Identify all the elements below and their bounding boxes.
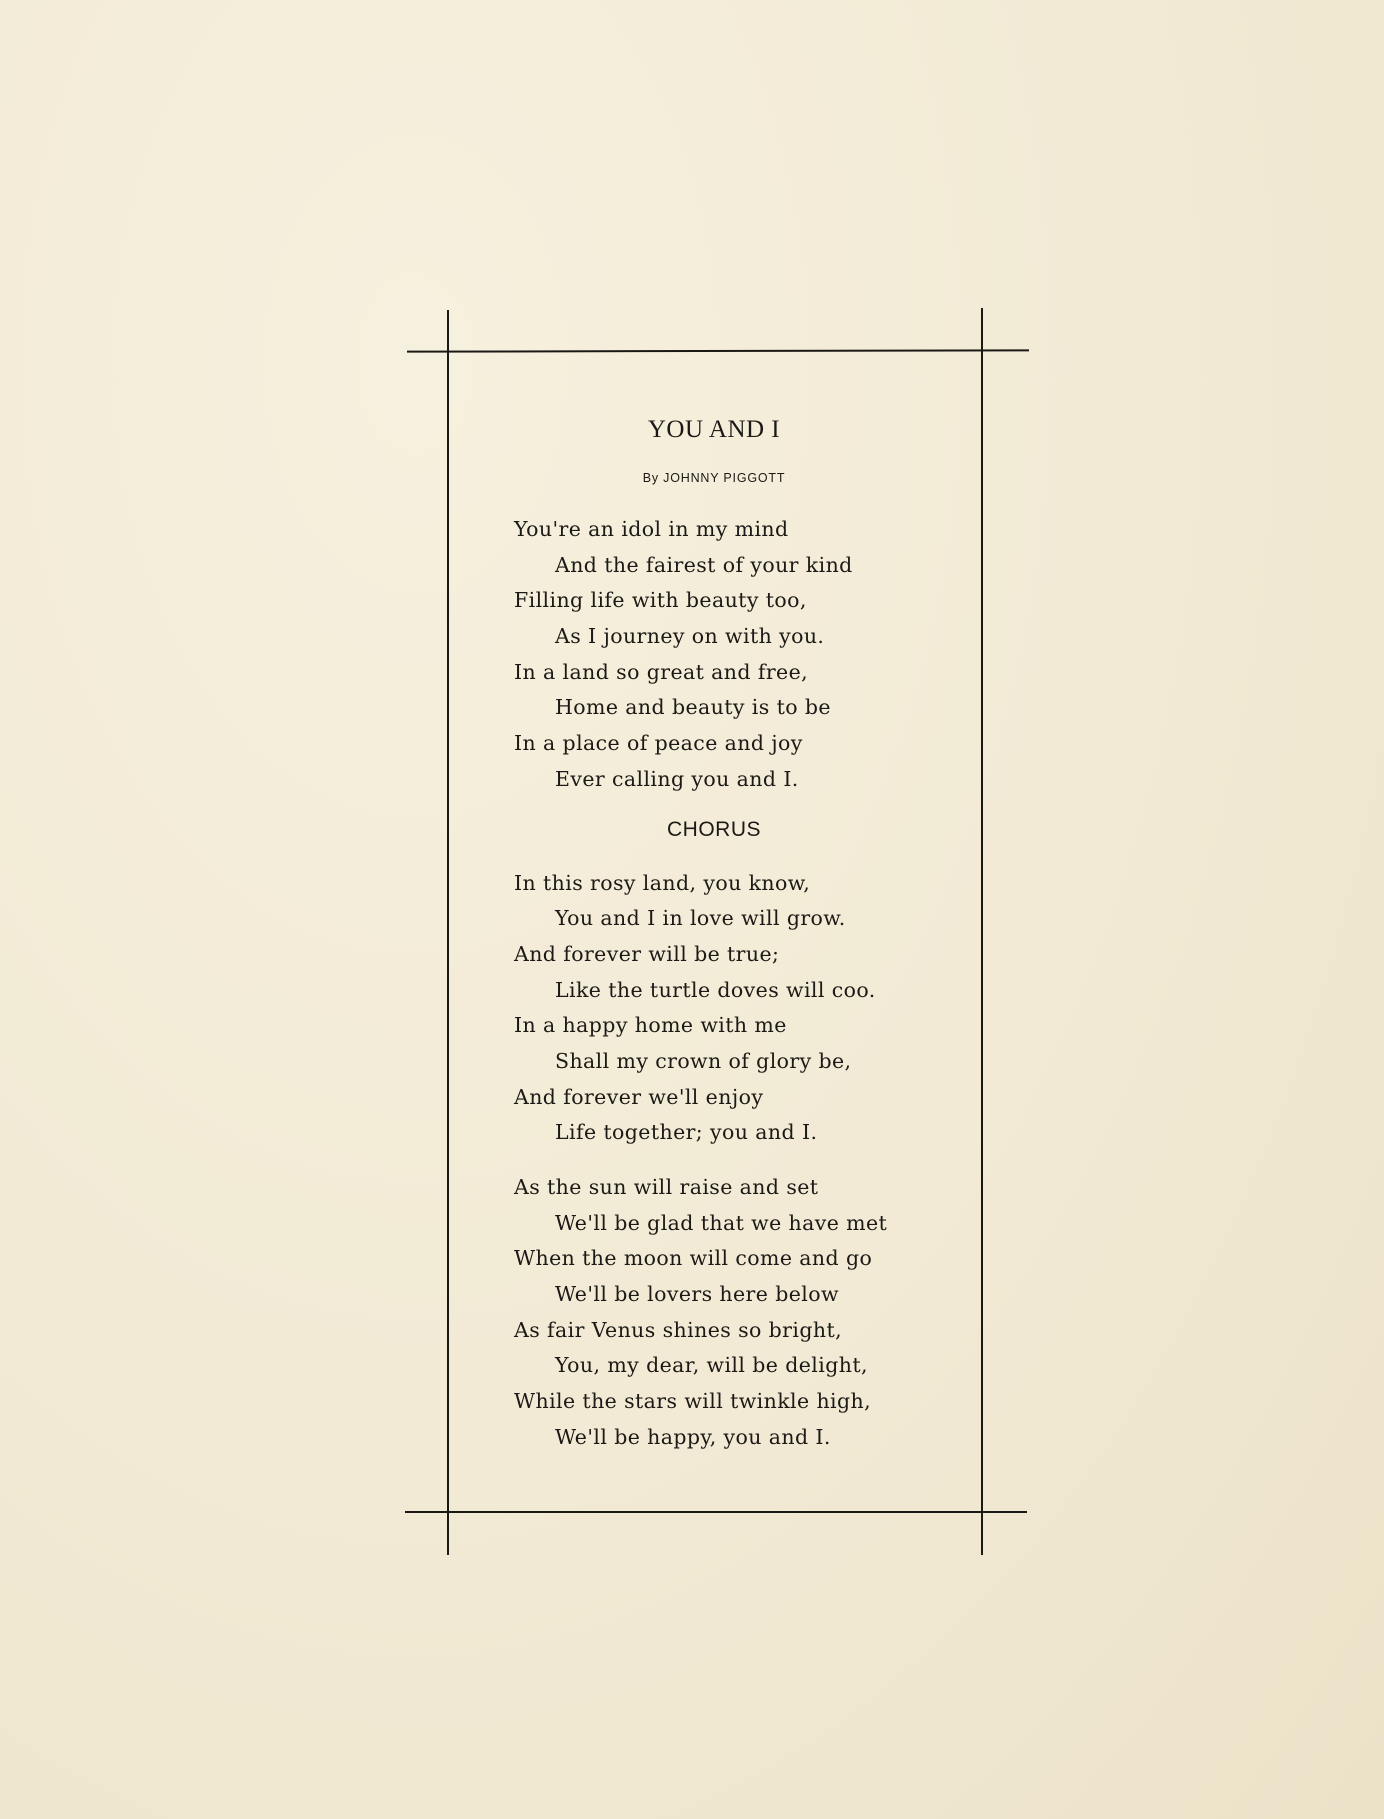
verse-line: We'll be lovers here below — [555, 1282, 839, 1307]
chorus-line: And forever we'll enjoy — [514, 1084, 764, 1109]
verse-line: As I journey on with you. — [555, 624, 825, 649]
verse-line: You're an idol in my mind — [514, 517, 789, 541]
verse-line: Filling life with beauty too, — [514, 588, 807, 613]
chorus-line: In a happy home with me — [514, 1013, 787, 1038]
verse-line: We'll be glad that we have met — [555, 1210, 888, 1235]
verse-line: We'll be happy, you and I. — [555, 1424, 831, 1449]
chorus-line: Shall my crown of glory be, — [555, 1048, 852, 1073]
verse-line: Ever calling you and I. — [555, 766, 799, 791]
verse-line: In a land so great and free, — [514, 659, 809, 684]
chorus-line: Life together; you and I. — [555, 1120, 818, 1145]
frame-right-rule — [981, 308, 983, 1555]
verse-1 — [449, 512, 979, 798]
poem-block — [449, 410, 979, 1456]
poem-byline: By JOHNNY PIGGOTT — [642, 471, 786, 485]
verse-line: Home and beauty is to be — [555, 695, 831, 720]
poem-title: YOU AND I — [647, 416, 781, 443]
frame-top-rule — [407, 349, 1029, 352]
chorus — [449, 866, 979, 1152]
chorus-heading: CHORUS — [666, 817, 761, 841]
verse-line: While the stars will twinkle high, — [514, 1389, 872, 1414]
verse-line: In a place of peace and joy — [514, 731, 803, 756]
chorus-line: Like the turtle doves will coo. — [555, 977, 876, 1002]
verse-2 — [449, 1170, 979, 1456]
verse-line: And the fairest of your kind — [555, 552, 853, 577]
frame-bottom-rule — [405, 1511, 1027, 1513]
chorus-line: You and I in love will grow. — [555, 906, 846, 931]
verse-line: You, my dear, will be delight, — [555, 1353, 868, 1378]
verse-line: When the moon will come and go — [514, 1246, 873, 1271]
verse-line: As fair Venus shines so bright, — [514, 1317, 843, 1342]
chorus-line: And forever will be true; — [514, 941, 780, 966]
chorus-line: In this rosy land, you know, — [514, 870, 811, 895]
verse-line: As the sun will raise and set — [514, 1175, 819, 1199]
